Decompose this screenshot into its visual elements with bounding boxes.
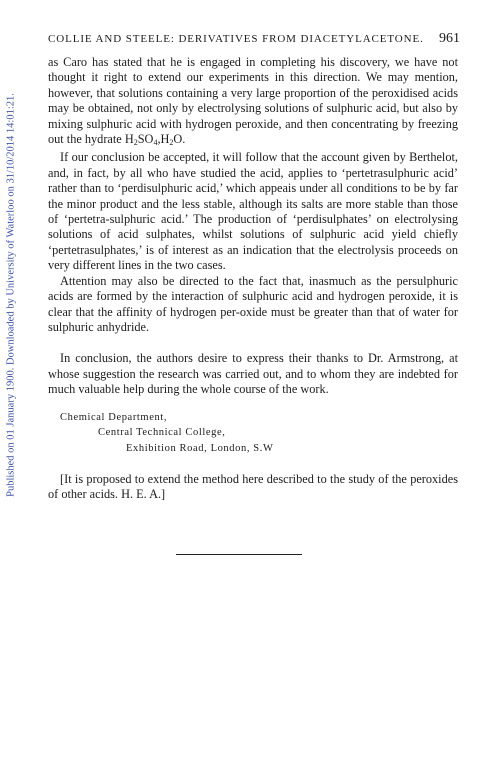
running-header	[48, 31, 460, 47]
formula-part: ,H	[157, 132, 170, 147]
article-body	[48, 55, 458, 503]
running-title: COLLIE AND STEELE: DERIVATIVES FROM DIACETYLACETONE.	[48, 33, 424, 45]
paragraph-4: In conclusion, the authors desire to express their thanks to Dr. Armstrong, at whose suggestion the research was carried out, and to whom they are indebted for much valuable help during the whole course of the work.	[48, 351, 458, 397]
affiliation-address	[48, 410, 458, 457]
editor-note-signature: H. E. A.]	[121, 487, 166, 502]
address-line: Chemical Department,	[60, 411, 168, 423]
download-watermark-text: Published on 01 January 1900. Downloaded by University of Waterloo on 31/10/2014 14:01:21.	[5, 93, 17, 497]
subscript: 2	[169, 138, 174, 148]
paragraph-spacer	[48, 335, 458, 351]
address-line: Exhibition Road, London, S.W	[126, 442, 274, 454]
editor-note-text: [It is proposed to extend the method here described to the study of the peroxides of other acids.	[48, 472, 458, 502]
address-line: Central Technical College,	[98, 427, 226, 439]
subscript: 4	[153, 138, 158, 148]
download-watermark	[2, 60, 20, 530]
paragraph-2: If our conclusion be accepted, it will follow that the account given by Berthelot, and, in fact, by all who have studied the acid, applies to ‘pertetrasulphuric acid’ rather than to ‘perdisulphuric acid,’ which appeais under all conditions to be by far the minor product and the less stable, although its salts are more stable than those of ‘pertetra-sulphuric acid.’ The production of ‘perdisulphates’ on electrolysing solutions of acid sulphates, whilst solutions of sulphuric acid yield chiefly ‘pertetrasulphates,’ is of interest as an indication that the electrolysis proceeds on very different lines in the two cases.	[48, 150, 458, 273]
formula-part: O.	[173, 132, 186, 147]
paragraph-3: Attention may also be directed to the fact that, inasmuch as the persulphuric acids are formed by the interaction of sulphuric acid and hydrogen peroxide, it is clear that the affinity of hydrogen per-oxide must be greater than that of water for sulphuric anhydride.	[48, 273, 458, 334]
subscript: 2	[133, 138, 138, 148]
paragraph-1	[48, 55, 458, 150]
paragraph-spacer	[48, 456, 458, 472]
formula-part: SO	[137, 132, 154, 147]
paragraph-1-text: as Caro has stated that he is engaged in completing his discovery, we have not thought it right to extend our experiments in this direction. We may mention, however, that solutions containing a very large proportion of the peroxidised acids may be obtained, not only by electrolysing solutions of sulphuric acid, but also by mixing sulphuric acid with hydrogen peroxide, and then concentrating by freezing out the hydrate H	[48, 55, 458, 147]
closing-rule	[176, 554, 302, 555]
page-number: 961	[439, 31, 460, 46]
editor-note	[48, 472, 458, 503]
